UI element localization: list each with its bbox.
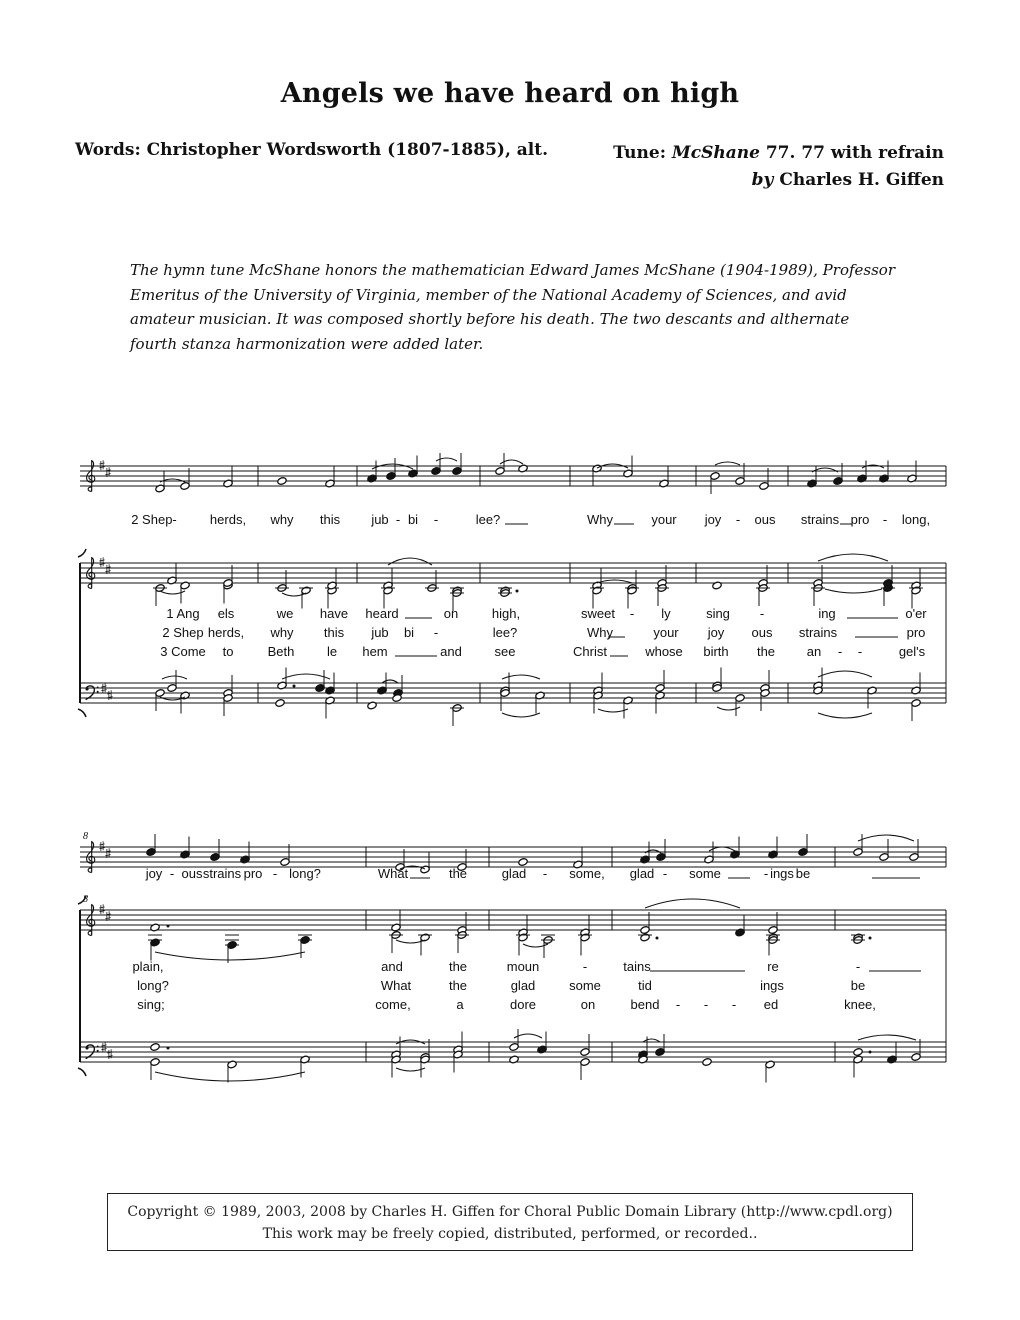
note-head <box>277 477 287 486</box>
descant-lyric: - <box>882 512 888 527</box>
license-line: This work may be freely copied, distributed, performed, or recorded.. <box>262 1226 758 1242</box>
verse3-lyric: dore <box>509 997 537 1012</box>
verse2-lyric: some <box>569 978 601 993</box>
descant-lyric: - <box>272 866 278 881</box>
verse2-lyric: long? <box>137 978 169 993</box>
preface-note: The hymn tune McShane honors the mathematician Edward James McShane (1904-1989), Professor Emeritus of the University of Virginia, member of the National Academy of Sciences, and avid amateur musician. It was composed shortly before his death. The two descants and althernate fourth stanza harmonization were added later. <box>130 261 895 353</box>
descant-lyric: strains <box>202 866 242 881</box>
note-head <box>509 1055 519 1064</box>
slur <box>818 671 872 677</box>
verse2-lyric: joy <box>707 625 725 640</box>
slur <box>858 1035 916 1040</box>
verse3-lyric: hem <box>362 644 388 659</box>
descant-lyric: why <box>270 512 294 527</box>
verse1-lyric: - <box>855 959 861 974</box>
slur <box>155 1072 305 1081</box>
descant-lyric: 2 Shep- <box>131 512 177 527</box>
verse3-lyric: to <box>222 644 234 659</box>
descant-lyric: some, <box>569 866 605 881</box>
verse3-lyric: knee, <box>844 997 876 1012</box>
verse3-lyric: the <box>756 644 776 659</box>
verse1-lyric: plain, <box>132 959 164 974</box>
verse2-lyric: tid <box>638 978 652 993</box>
tune-name: McShane <box>671 143 760 163</box>
verse2-lyric: Why <box>587 625 613 640</box>
copyright-line: Copyright © 1989, 2003, 2008 by Charles H. Giffen for Choral Public Domain Library (http://www.cpdl.org) <box>127 1204 893 1220</box>
slur <box>388 558 432 565</box>
verse2-lyric: lee? <box>492 625 518 640</box>
descant-lyric: - <box>763 866 769 881</box>
verse1-lyric: and <box>381 959 403 974</box>
note-head <box>712 581 722 590</box>
descant-lyric: - <box>395 512 401 527</box>
descant-lyric: - <box>542 866 548 881</box>
verse1-lyric: sing <box>706 606 730 621</box>
verse2-lyric: why <box>270 625 294 640</box>
copyright-box <box>107 1193 913 1251</box>
verse3-lyric: - <box>675 997 681 1012</box>
sharp-c-icon <box>107 1049 112 1059</box>
verse2-lyric: this <box>323 625 345 640</box>
descant-lyric: Why <box>587 512 613 527</box>
verse3-lyric: Beth <box>267 644 295 659</box>
verse1-lyric: ly <box>661 606 671 621</box>
descant-lyric: this <box>319 512 341 527</box>
descant-lyric: lee? <box>475 512 501 527</box>
verse3-lyric: and <box>440 644 462 659</box>
descant-lyric: What <box>377 866 409 881</box>
verse2-lyric: - <box>433 625 439 640</box>
dot <box>167 1047 170 1050</box>
descant-lyric: joy <box>704 512 722 527</box>
verse3-lyric: Christ <box>573 644 607 659</box>
descant-lyric: - <box>662 866 668 881</box>
descant-lyric: long? <box>289 866 321 881</box>
descant-lyric: glad <box>501 866 527 881</box>
verse1-lyric: have <box>319 606 349 621</box>
slur <box>717 707 740 710</box>
descant-lyric: strains <box>800 512 840 527</box>
note-head <box>702 1058 712 1067</box>
verse3-lyric: - <box>837 644 843 659</box>
verse3-lyric: whose <box>645 644 683 659</box>
dot <box>167 925 170 928</box>
slur <box>282 674 330 679</box>
note-head <box>150 1043 160 1052</box>
slur <box>502 675 540 679</box>
note-head <box>275 699 285 708</box>
descant-lyric: bi <box>407 512 419 527</box>
descant-lyric: - <box>169 866 175 881</box>
verse1-lyric: 1 Ang <box>166 606 200 621</box>
verse3-lyric: see <box>494 644 516 659</box>
verse1-lyric: re <box>767 959 779 974</box>
verse2-lyric: ings <box>760 978 784 993</box>
dot <box>869 937 872 940</box>
note-head <box>853 1048 863 1057</box>
slur <box>500 460 523 464</box>
note-head <box>367 701 377 710</box>
descant-lyric: pro <box>850 512 870 527</box>
sharp-f-icon <box>99 557 104 567</box>
verse1-lyric: - <box>582 959 588 974</box>
verse2-lyric: the <box>448 978 468 993</box>
slur <box>818 554 888 561</box>
verse2-lyric: be <box>850 978 866 993</box>
composer-name: Charles H. Giffen <box>779 170 944 190</box>
descant-lyric: be <box>795 866 811 881</box>
verse3-lyric: birth <box>703 644 729 659</box>
verse3-lyric: a <box>456 997 464 1012</box>
verse2-lyric: bi <box>403 625 415 640</box>
treble-staff <box>80 910 946 930</box>
composer-by: by <box>751 170 774 190</box>
dot <box>656 937 659 940</box>
descant-lyric: the <box>448 866 468 881</box>
descant-lyric: glad <box>629 866 655 881</box>
descant-lyric: some <box>689 866 721 881</box>
verse1-lyric: high, <box>491 606 521 621</box>
slur <box>162 676 187 679</box>
verse3-lyric: sing; <box>137 997 165 1012</box>
verse2-lyric: ous <box>751 625 773 640</box>
verse2-lyric: pro <box>906 625 926 640</box>
verse1-lyric: tains <box>623 959 651 974</box>
slur <box>155 952 305 960</box>
slur <box>436 458 457 461</box>
descant-lyric: long, <box>901 512 931 527</box>
sharp-c-icon <box>107 690 112 700</box>
descant-lyric: - <box>433 512 439 527</box>
hymn-title: Angels we have heard on high <box>280 78 740 109</box>
dot <box>516 590 519 593</box>
verse2-lyric: herds, <box>207 625 245 640</box>
verse1-lyric: on <box>443 606 459 621</box>
measure-number: 8 <box>83 894 88 905</box>
slur <box>818 713 872 718</box>
slur <box>502 713 540 717</box>
verse3-lyric: an <box>806 644 822 659</box>
verse3-lyric: ed <box>763 997 779 1012</box>
verse3-lyric: bend <box>630 997 660 1012</box>
verse1-lyric: moun <box>506 959 540 974</box>
verse2-lyric: What <box>380 978 412 993</box>
verse1-lyric: the <box>448 959 468 974</box>
verse1-lyric: - <box>629 606 635 621</box>
verse1-lyric: ing <box>818 606 836 621</box>
slur <box>825 589 882 593</box>
descant-lyric: your <box>651 512 677 527</box>
note-head <box>150 923 160 932</box>
verse3-lyric: 3 Come <box>160 644 206 659</box>
note-head <box>518 464 528 473</box>
measure-number: 8 <box>83 831 88 842</box>
verse1-lyric: - <box>759 606 765 621</box>
verse2-lyric: strains <box>798 625 838 640</box>
descant-lyric: joy <box>145 866 163 881</box>
sharp-f-icon <box>99 460 104 470</box>
words-credit: Words: Christopher Wordsworth (1807-1885), alt. <box>75 140 549 160</box>
tune-label: Tune: <box>613 143 666 163</box>
verse2-lyric: your <box>653 625 679 640</box>
verse3-lyric: gel's <box>898 644 926 659</box>
verse1-lyric: we <box>276 606 294 621</box>
verse2-lyric: jub <box>371 625 389 640</box>
descant-lyric: ings <box>770 866 794 881</box>
verse1-lyric: heard <box>365 606 399 621</box>
verse1-lyric: o'er <box>905 606 927 621</box>
descant-lyric: pro <box>243 866 263 881</box>
slur <box>645 899 740 908</box>
verse3-lyric: le <box>326 644 338 659</box>
verse3-lyric: - <box>731 997 737 1012</box>
descant-staff <box>80 847 946 867</box>
descant-lyric: jub <box>371 512 389 527</box>
sharp-f-icon <box>99 841 104 851</box>
verse3-lyric: on <box>580 997 596 1012</box>
slur <box>715 462 740 465</box>
descant-lyric: - <box>735 512 741 527</box>
sharp-f-icon <box>99 904 104 914</box>
verse2-lyric: 2 Shep <box>162 625 204 640</box>
verse1-lyric: sweet <box>581 606 615 621</box>
dot <box>869 1051 872 1054</box>
descant-lyric: herds, <box>209 512 247 527</box>
verse3-lyric: - <box>857 644 863 659</box>
tune-meter: 77. 77 with refrain <box>765 143 944 163</box>
verse3-lyric: come, <box>375 997 411 1012</box>
descant-lyric: ous <box>181 866 203 881</box>
note-head <box>640 933 650 942</box>
dot <box>293 685 296 688</box>
verse3-lyric: - <box>703 997 709 1012</box>
slur <box>858 835 914 841</box>
descant-lyric: ous <box>754 512 776 527</box>
verse2-lyric: glad <box>510 978 536 993</box>
verse1-lyric: els <box>217 606 235 621</box>
